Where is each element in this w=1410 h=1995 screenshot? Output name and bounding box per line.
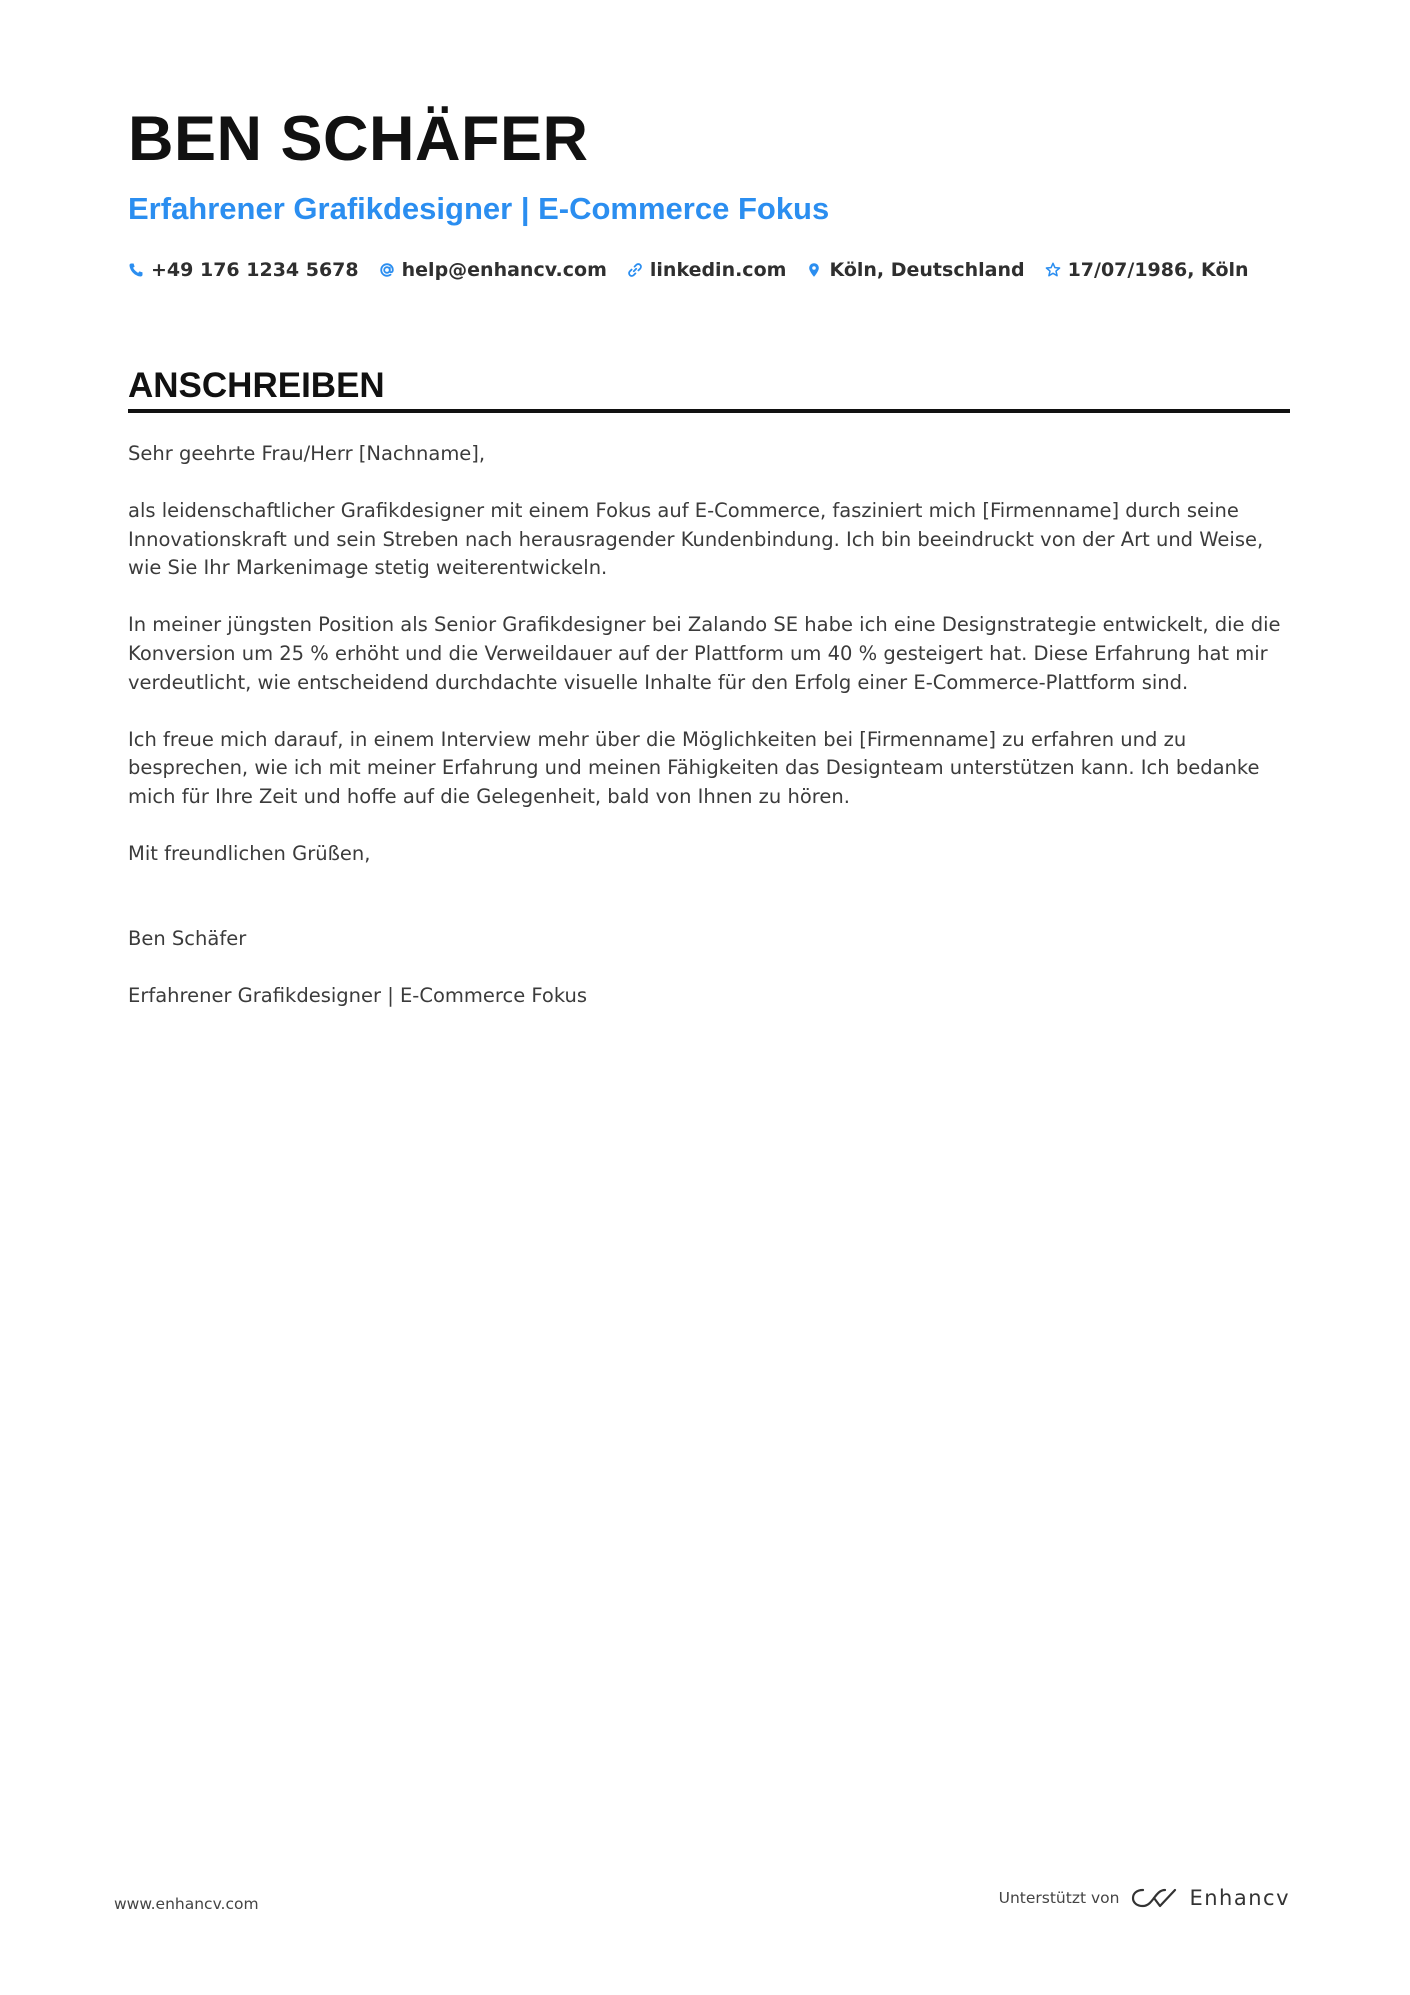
contact-birth-text: 17/07/1986, Köln	[1067, 259, 1249, 281]
contact-location-text: Köln, Deutschland	[829, 259, 1025, 281]
candidate-name: BEN SCHÄFER	[128, 104, 589, 174]
section-title: ANSCHREIBEN	[128, 366, 385, 405]
link-icon	[627, 262, 643, 278]
letter-body	[128, 440, 1290, 1038]
contact-linkedin-text[interactable]: linkedin.com	[649, 259, 787, 281]
contact-linkedin[interactable]	[627, 259, 787, 281]
contact-phone-text: +49 176 1234 5678	[151, 259, 359, 281]
powered-by-label: Unterstützt von	[998, 1889, 1120, 1907]
candidate-headline: Erfahrener Grafikdesigner | E-Commerce Fokus	[128, 191, 830, 226]
signature-name: Ben Schäfer	[128, 926, 247, 950]
letter-salutation: Sehr geehrte Frau/Herr [Nachname],	[128, 442, 486, 465]
section-divider	[128, 409, 1290, 413]
phone-icon	[128, 262, 144, 278]
location-pin-icon	[806, 262, 822, 278]
powered-by	[999, 1883, 1290, 1913]
letter-paragraph: als leidenschaftlicher Grafikdesigner mit einem Fokus auf E-Commerce, fasziniert mich [Firmenname] durch seine Innovationskraft und sein Streben nach herausragender Kundenbindung. Ich bin beeindruckt von der Art und Weise, wie Sie Ihr Markenimage stetig weiterentwickeln.	[128, 498, 1264, 580]
at-icon	[379, 262, 395, 278]
contact-email[interactable]	[379, 259, 607, 281]
letter-closing: Mit freundlichen Grüßen,	[128, 841, 371, 865]
enhancv-brand-name: Enhancv	[1189, 1886, 1290, 1910]
star-icon	[1045, 262, 1061, 278]
contact-email-text[interactable]: help@enhancv.com	[401, 259, 607, 281]
enhancv-logo-icon	[1131, 1885, 1177, 1911]
signature-title: Erfahrener Grafikdesigner | E-Commerce Fokus	[128, 983, 588, 1007]
letter-paragraph: In meiner jüngsten Position als Senior Grafikdesigner bei Zalando SE habe ich eine Designstrategie entwickelt, die die Konversion um 25 % erhöht und die Verweildauer auf der Plattform um 40 % gesteigert hat. Diese Erfahrung hat mir verdeutlicht, wie entscheidend durchdachte visuelle Inhalte für den Erfolg einer E-Commerce-Plattform sind.	[128, 613, 1281, 694]
contact-birth	[1045, 259, 1249, 281]
contact-phone	[128, 259, 359, 281]
contact-location	[806, 259, 1024, 281]
letter-paragraph: Ich freue mich darauf, in einem Interview mehr über die Möglichkeiten bei [Firmenname] zu erfahren und zu besprechen, wie ich mit meiner Erfahrung und meinen Fähigkeiten das Designteam unterstützen kann. Ich bedanke mich für Ihre Zeit und hoffe auf die Gelegenheit, bald von Ihnen zu hören.	[128, 727, 1260, 809]
footer-url[interactable]: www.enhancv.com	[114, 1895, 259, 1913]
contact-bar	[128, 255, 1269, 285]
